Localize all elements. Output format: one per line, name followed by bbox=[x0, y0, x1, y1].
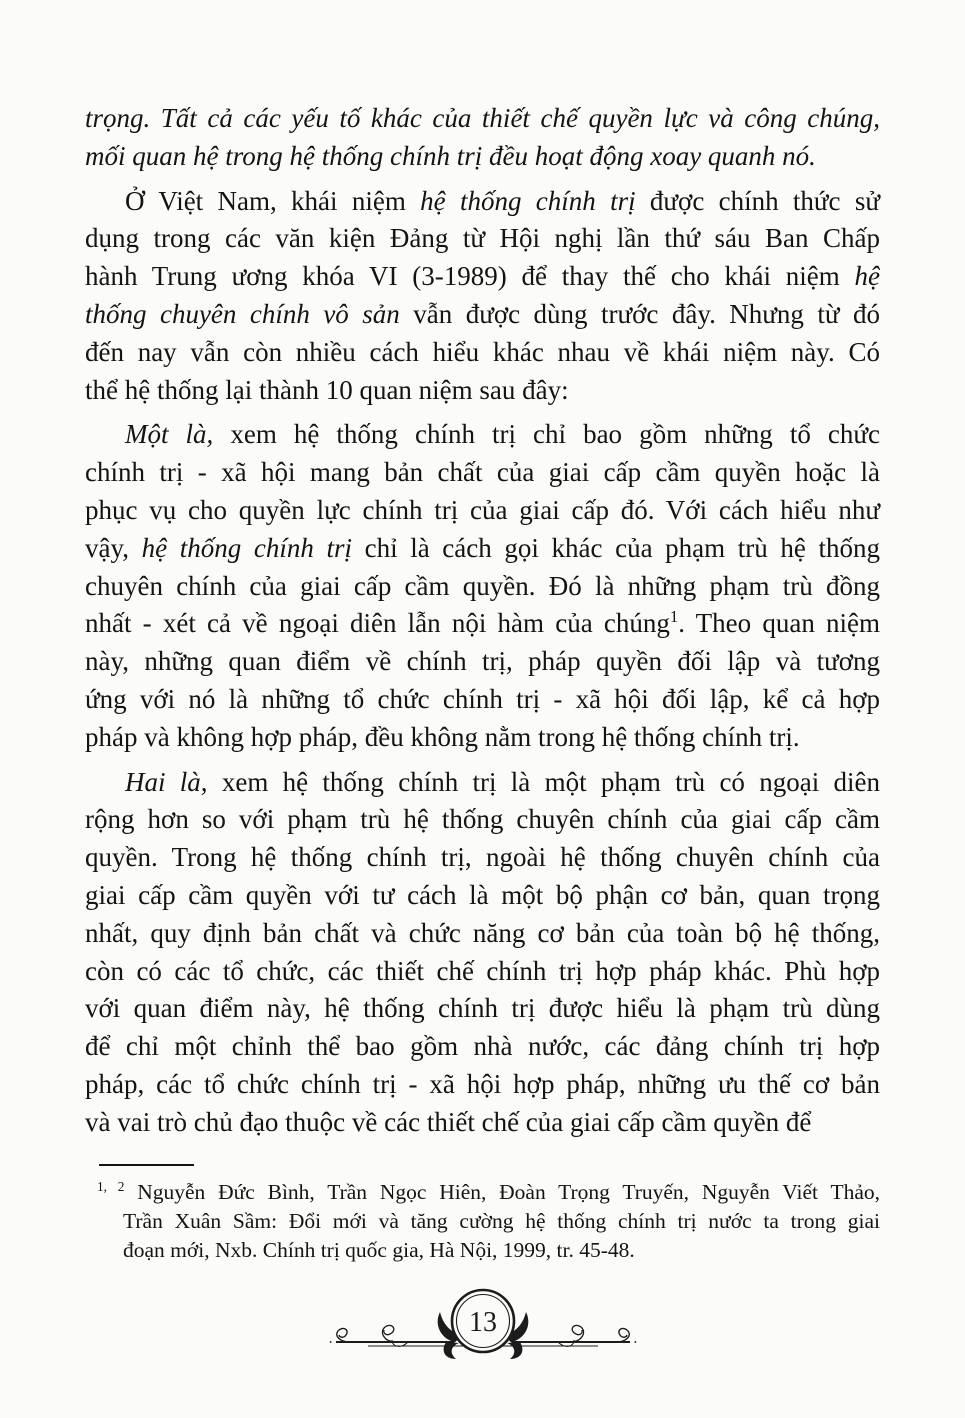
footnote-text bbox=[97, 1178, 880, 1265]
text-line: chính trị - xã hội mang bản chất của giai cấp cầm quyền hoặc là bbox=[85, 457, 880, 488]
footnote-block bbox=[85, 1164, 880, 1265]
text-line: thống chuyên chính vô sản vẫn được dùng trước đây. Nhưng từ đó bbox=[85, 298, 880, 329]
flourish-graphic bbox=[328, 1280, 638, 1372]
paragraph bbox=[85, 100, 880, 176]
text-line: và vai trò chủ đạo thuộc về các thiết chế của giai cấp cầm quyền để bbox=[85, 1106, 812, 1137]
page-number: 13 bbox=[468, 1307, 497, 1338]
text-line: đến nay vẫn còn nhiều cách hiểu khác nhau về khái niệm này. Có bbox=[85, 336, 880, 367]
text-line: phục vụ cho quyền lực chính trị của giai cấp đó. Với cách hiểu như bbox=[85, 494, 880, 525]
page-footer-ornament bbox=[0, 1280, 965, 1372]
text-line: dụng trong các văn kiện Đảng từ Hội nghị lần thứ sáu Ban Chấp bbox=[85, 223, 880, 254]
text-line: Trần Xuân Sầm: Đổi mới và tăng cường hệ thống chính trị nước ta trong giai bbox=[123, 1208, 880, 1233]
text-line: pháp, các tổ chức chính trị - xã hội hợp pháp, những ưu thế cơ bản bbox=[85, 1068, 880, 1099]
body-text bbox=[85, 100, 880, 1142]
text-line: mối quan hệ trong hệ thống chính trị đều hoạt động xoay quanh nó. bbox=[85, 140, 816, 171]
text-line: vậy, hệ thống chính trị chỉ là cách gọi khác của phạm trù hệ thống bbox=[85, 532, 881, 563]
text-line: với quan điểm này, hệ thống chính trị được hiểu là phạm trù dùng bbox=[85, 993, 880, 1024]
text-line: Một là, xem hệ thống chính trị chỉ bao gồm những tổ chức bbox=[125, 419, 880, 450]
text-line: thể hệ thống lại thành 10 quan niệm sau đây: bbox=[85, 374, 569, 405]
text-line: giai cấp cầm quyền với tư cách là một bộ phận cơ bản, quan trọng bbox=[85, 879, 880, 910]
footnote-separator bbox=[99, 1164, 194, 1166]
text-line: ứng với nó là những tổ chức chính trị - xã hội đối lập, kể cả hợp bbox=[85, 683, 880, 714]
text-line: rộng hơn so với phạm trù hệ thống chuyên chính của giai cấp cầm bbox=[85, 804, 880, 835]
text-line: quyền. Trong hệ thống chính trị, ngoài hệ thống chuyên chính của bbox=[85, 842, 880, 873]
text-line: còn có các tổ chức, các thiết chế chính trị hợp pháp khác. Phù hợp bbox=[85, 955, 880, 986]
text-line: $^{1, 2}$ Nguyễn Đức Bình, Trần Ngọc Hiên, Đoàn Trọng Truyến, Nguyễn Viết Thảo, bbox=[97, 1178, 880, 1204]
text-line: để chỉ một chỉnh thể bao gồm nhà nước, các đảng chính trị hợp bbox=[85, 1031, 880, 1062]
text-line: này, những quan điểm về chính trị, pháp quyền đối lập và tương bbox=[85, 646, 880, 677]
text-line: nhất - xét cả về ngoại diên lẫn nội hàm của chúng$^1$. Theo quan niệm bbox=[85, 607, 880, 639]
paragraph bbox=[85, 183, 880, 410]
text-line: Hai là, xem hệ thống chính trị là một phạm trù có ngoại diên bbox=[125, 766, 880, 797]
text-line: pháp và không hợp pháp, đều không nằm trong hệ thống chính trị. bbox=[85, 721, 800, 752]
text-line: đoạn mới, Nxb. Chính trị quốc gia, Hà Nội, 1999, tr. 45-48. bbox=[123, 1237, 635, 1262]
text-line: hành Trung ương khóa VI (3-1989) để thay thế cho khái niệm hệ bbox=[85, 261, 880, 292]
text-line: trọng. Tất cả các yếu tố khác của thiết chế quyền lực và công chúng, bbox=[85, 103, 880, 133]
text-line: chuyên chính của giai cấp cầm quyền. Đó là những phạm trù đồng bbox=[85, 570, 880, 601]
text-line: nhất, quy định bản chất và chức năng cơ bản của toàn bộ hệ thống, bbox=[85, 917, 880, 948]
paragraph bbox=[85, 764, 880, 1142]
text-line: Ở Việt Nam, khái niệm hệ thống chính trị được chính thức sử bbox=[125, 185, 880, 216]
paragraph bbox=[85, 416, 880, 756]
